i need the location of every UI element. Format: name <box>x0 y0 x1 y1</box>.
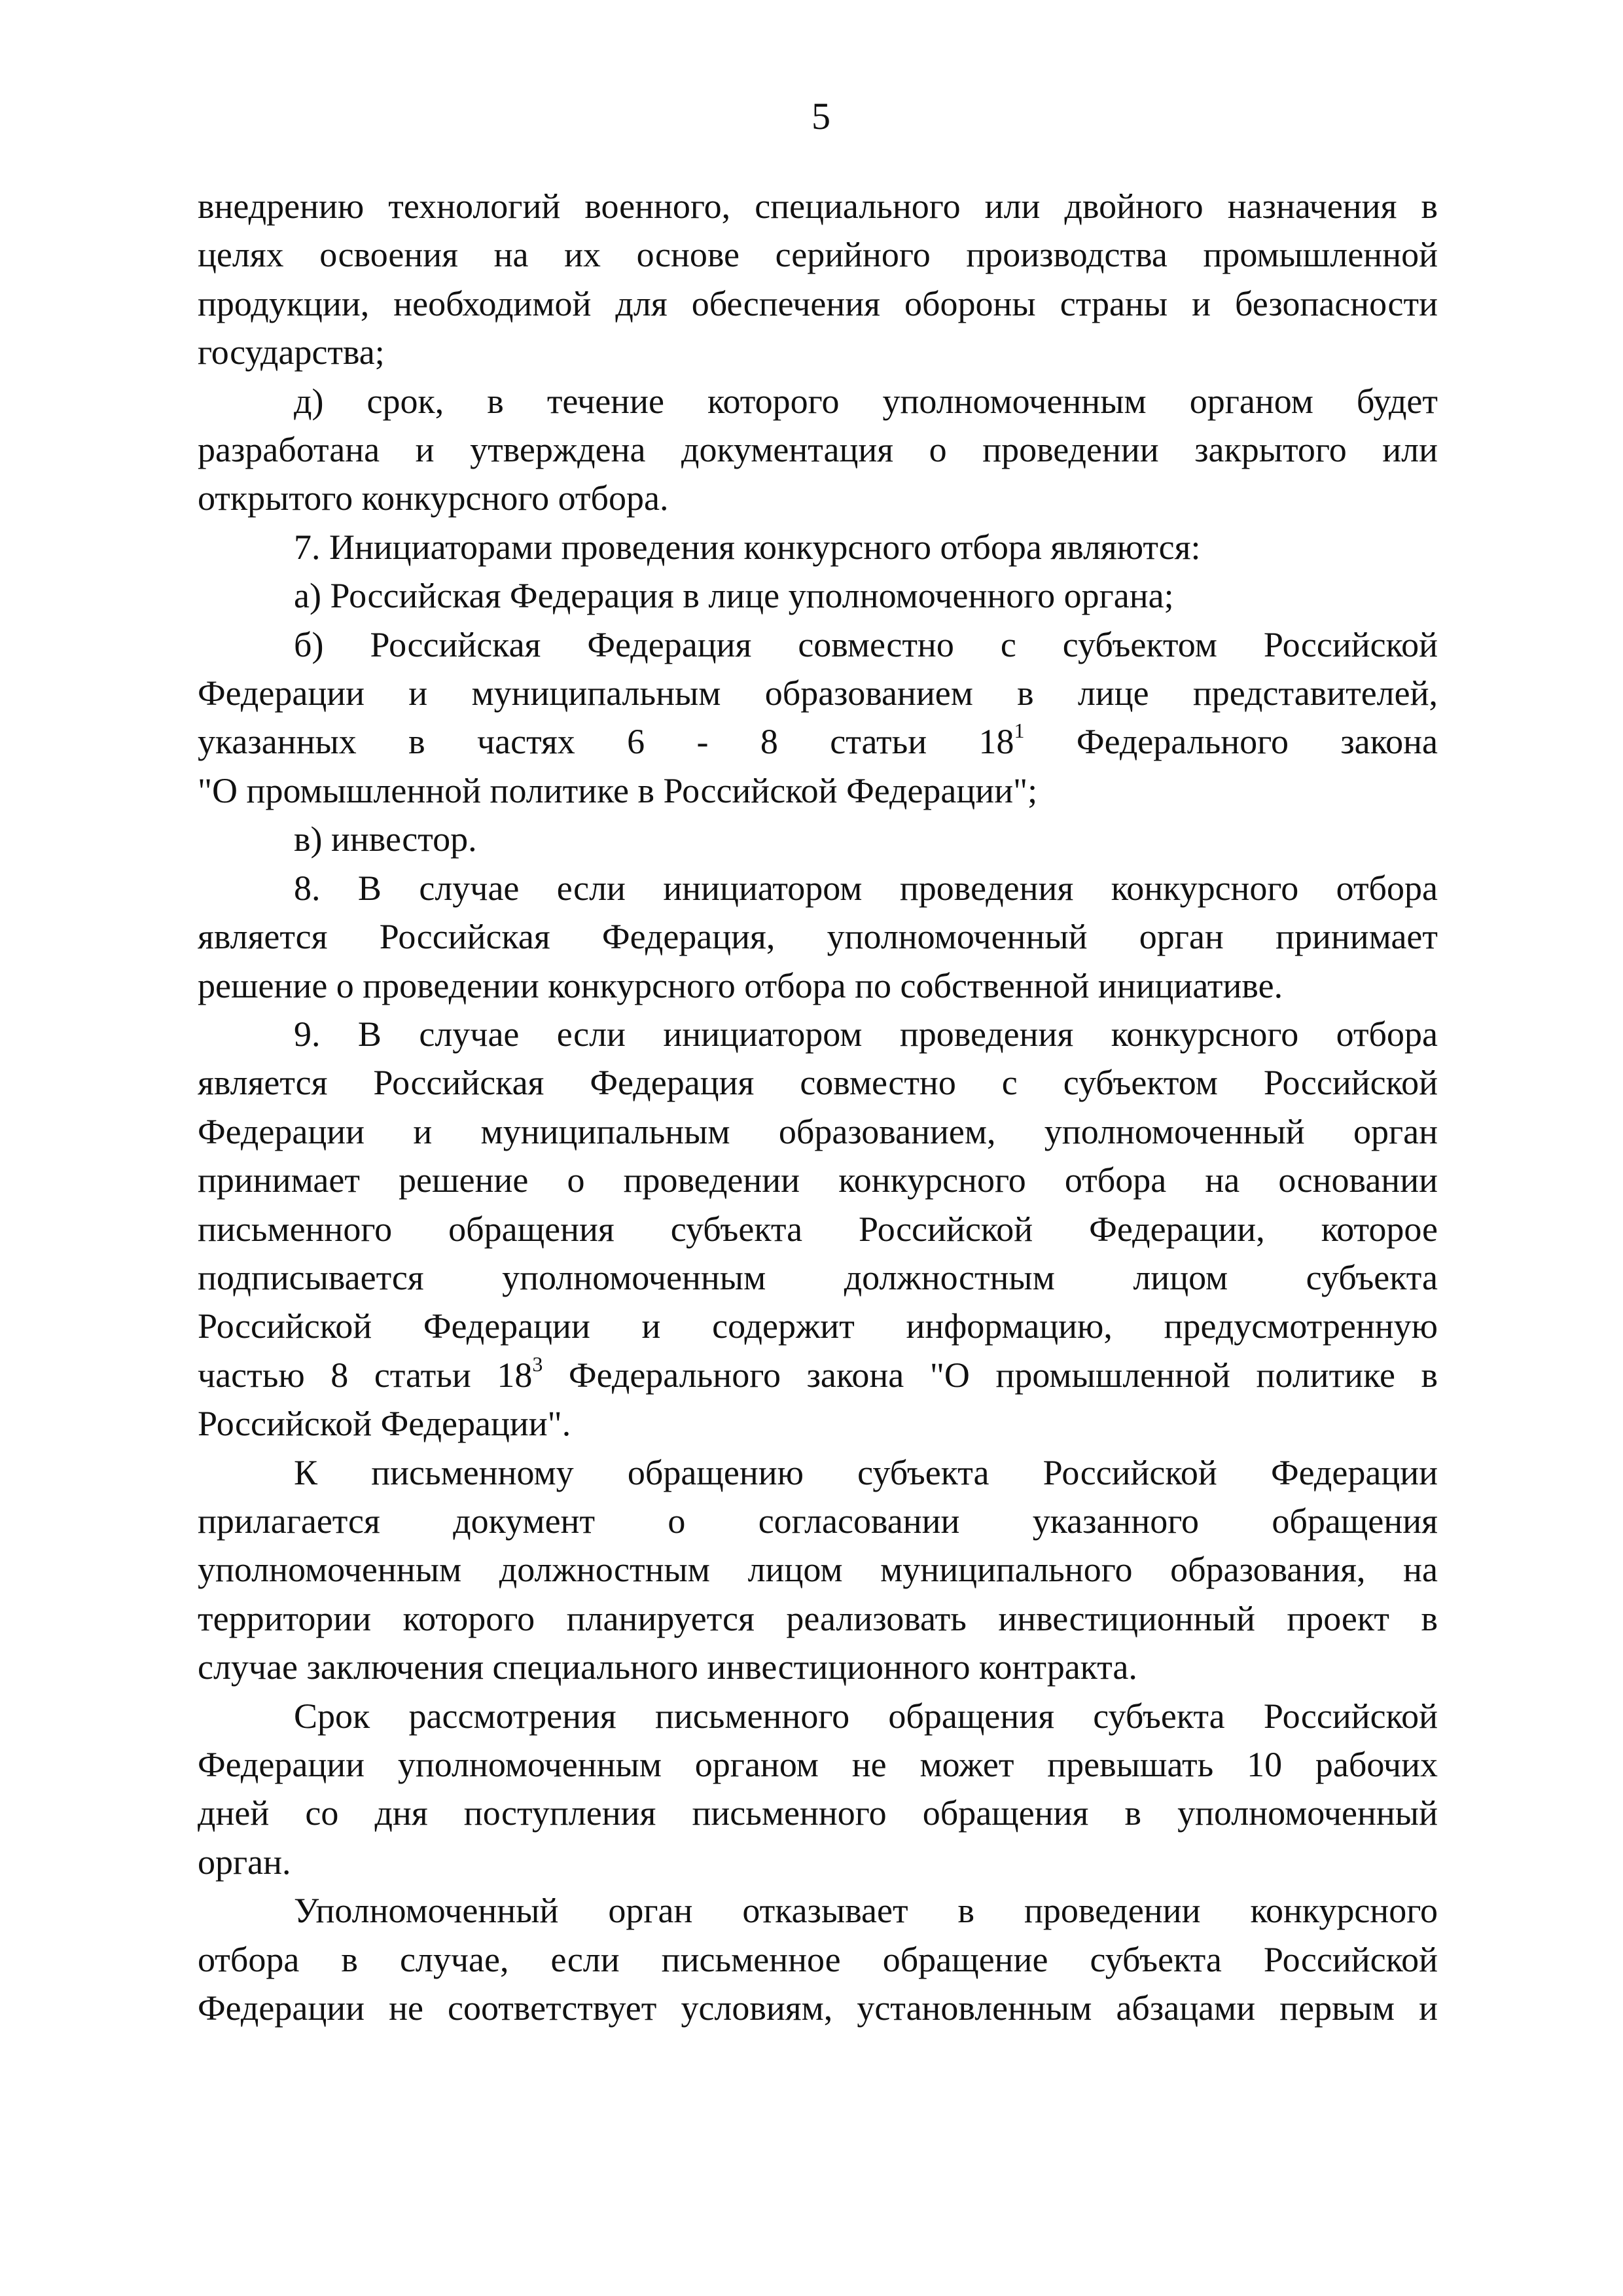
text-line: д) срок, в течение которого уполномоченным органом будет <box>294 381 1438 421</box>
text-line: принимает решение о проведении конкурсного отбора на основании <box>198 1160 1438 1200</box>
text-segment: Федерального закона <box>1076 722 1438 762</box>
document-body <box>198 182 1438 2032</box>
text-line: уполномоченным должностным лицом муниципального образования, на <box>198 1550 1438 1590</box>
text-line: является Российская Федерация, уполномоченный орган принимает <box>198 917 1438 957</box>
text-line: Уполномоченный орган отказывает в проведении конкурсного <box>294 1891 1438 1931</box>
page-number: 5 <box>812 95 830 137</box>
text-line <box>198 717 1438 766</box>
text-segment: частью 8 статьи 18 <box>198 1355 533 1395</box>
text-line: письменного обращения субъекта Российской Федерации, которое <box>198 1209 1438 1249</box>
text-line: целях освоения на их основе серийного производства промышленной <box>198 235 1438 275</box>
text-line: отбора в случае, если письменное обращение субъекта Российской <box>198 1939 1438 1979</box>
text-line: открытого конкурсного отбора. <box>198 478 669 518</box>
text-line: государства; <box>198 332 385 372</box>
text-line: продукции, необходимой для обеспечения обороны страны и безопасности <box>198 283 1438 323</box>
text-line: внедрению технологий военного, специального или двойного назначения в <box>198 187 1438 226</box>
text-line: Срок рассмотрения письменного обращения субъекта Российской <box>294 1696 1438 1736</box>
text-line: разработана и утверждена документация о проведении закрытого или <box>198 430 1438 470</box>
text-line: является Российская Федерация совместно с субъектом Российской <box>198 1063 1438 1103</box>
text-line: 9. В случае если инициатором проведения конкурсного отбора <box>294 1014 1438 1054</box>
text-line: К письменному обращению субъекта Российской Федерации <box>294 1452 1438 1492</box>
text-line: Российской Федерации и содержит информацию, предусмотренную <box>198 1306 1438 1346</box>
text-line: прилагается документ о согласовании указанного обращения <box>198 1501 1438 1541</box>
text-line: Федерации и муниципальным образованием в лице представителей, <box>198 673 1438 713</box>
text-segment: указанных в частях 6 - 8 статьи 18 <box>198 722 1014 762</box>
text-line: 7. Инициаторами проведения конкурсного отбора являются: <box>294 527 1201 567</box>
text-line: решение о проведении конкурсного отбора по собственной инициативе. <box>198 965 1283 1005</box>
superscript: 3 <box>532 1352 543 1376</box>
text-segment: Федерального закона "О промышленной политике в <box>568 1355 1438 1395</box>
text-line <box>198 1351 1438 1399</box>
text-line: территории которого планируется реализовать инвестиционный проект в <box>198 1598 1438 1638</box>
text-line: в) инвестор. <box>294 819 477 859</box>
text-line: дней со дня поступления письменного обращения в уполномоченный <box>198 1793 1438 1833</box>
text-line: подписывается уполномоченным должностным лицом субъекта <box>198 1257 1438 1297</box>
text-line: "О промышленной политике в Российской Федерации"; <box>198 770 1038 810</box>
text-line: Федерации и муниципальным образованием, уполномоченный орган <box>198 1111 1438 1151</box>
text-line: б) Российская Федерация совместно с субъектом Российской <box>294 624 1438 664</box>
text-line: Федерации уполномоченным органом не может превышать 10 рабочих <box>198 1745 1438 1784</box>
text-line: орган. <box>198 1842 291 1882</box>
text-line: Российской Федерации". <box>198 1404 571 1444</box>
text-line: а) Российская Федерация в лице уполномоченного органа; <box>294 576 1174 616</box>
text-line: 8. В случае если инициатором проведения конкурсного отбора <box>294 868 1438 908</box>
text-line: случае заключения специального инвестиционного контракта. <box>198 1647 1137 1687</box>
text-line: Федерации не соответствует условиям, установленным абзацами первым и <box>198 1988 1438 2028</box>
superscript: 1 <box>1014 719 1025 743</box>
